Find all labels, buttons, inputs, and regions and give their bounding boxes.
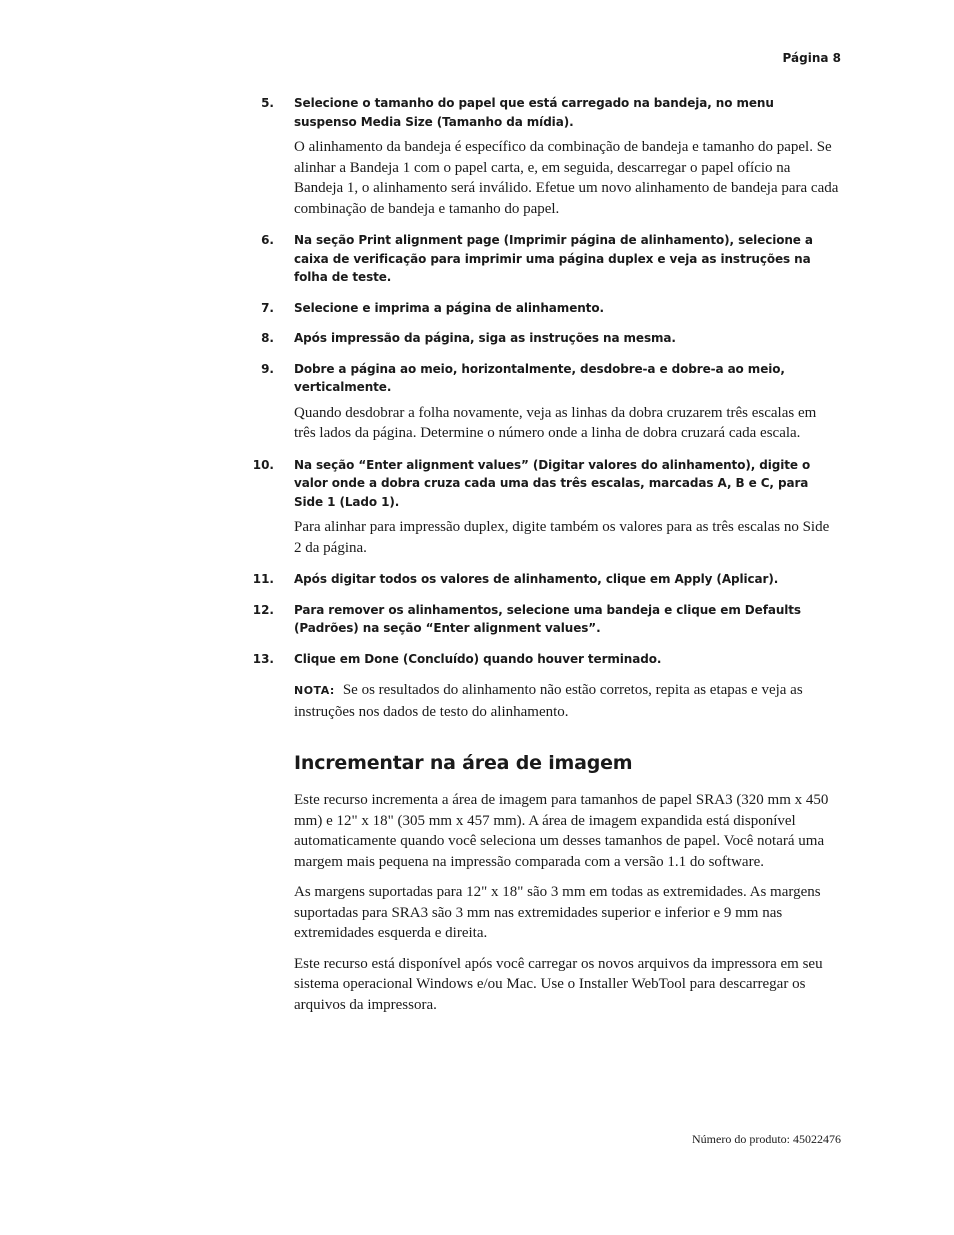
step-instruction: Dobre a página ao meio, horizontalmente, desdobre-a e dobre-a ao meio, verticalmente. [294,361,785,394]
page-content [252,94,840,1025]
step-number: 13. [252,651,274,666]
section-paragraph: Este recurso incrementa a área de imagem para tamanhos de papel SRA3 (320 mm x 450 mm) e 12" x 18" (305 mm x 457 mm). A área de imagem expandida está disponível automaticamente quando você seleciona um desses tamanhos de papel. Você notará uma margem mais pequena na impressão comparada com a versão 1.1 do software. [294,792,829,870]
step-instruction: Na seção “Enter alignment values” (Digitar valores do alinhamento), digite o valor onde a dobra cruza cada uma das três escalas, marcadas A, B e C, para Side 1 (Lado 1). [294,457,811,509]
step-5 [261,94,840,219]
step-10 [252,456,840,559]
step-explanation: Quando desdobrar a folha novamente, veja as linhas da dobra cruzarem três escalas em três lados da página. Determine o número onde a linha de dobra cruzará cada escala. [294,404,817,441]
note-block [294,680,840,722]
step-number: 6. [261,233,274,247]
note-text: Se os resultados do alinhamento não estão corretos, repita as etapas e veja as instruções nos dados de testo do alinhamento. [294,682,803,720]
step-instruction: Após impressão da página, siga as instruções na mesma. [294,331,676,345]
step-8 [261,329,840,348]
step-instruction: Após digitar todos os valores de alinhamento, clique em Apply (Aplicar). [294,572,779,586]
note-label: NOTA: [294,684,335,697]
step-number: 11. [252,572,274,586]
step-instruction: Selecione e imprima a página de alinhamento. [294,300,604,315]
step-instruction: Clique em Done (Concluído) quando houver terminado. [294,651,662,666]
section-paragraph: As margens suportadas para 12" x 18" são 3 mm em todas as extremidades. As margens suportadas para SRA3 são 3 mm nas extremidades superior e inferior e 9 mm nas extremidades esquerda e direita. [294,884,821,941]
step-13 [252,650,840,669]
step-instruction: Na seção Print alignment page (Imprimir página de alinhamento), selecione a caixa de verificação para imprimir uma página duplex e veja as instruções na folha de teste. [294,233,813,284]
step-instruction: Selecione o tamanho do papel que está carregado na bandeja, no menu suspenso Media Size (Tamanho da mídia). [294,96,774,129]
step-number: 9. [261,361,274,376]
step-6 [261,231,840,287]
product-number-footer: Número do produto: 45022476 [692,1132,841,1146]
step-instruction: Para remover os alinhamentos, selecione uma bandeja e clique em Defaults (Padrões) na seção “Enter alignment values”. [294,602,801,635]
step-12 [252,601,840,638]
step-number: 8. [261,331,274,345]
step-number: 12. [252,602,274,617]
step-7 [261,299,840,318]
step-number: 5. [261,96,274,110]
step-number: 10. [252,457,274,472]
section-paragraph: Este recurso está disponível após você carregar os novos arquivos da impressora em seu sistema operacional Windows e/ou Mac. Use o Installer WebTool para descarregar os arquivos da impressora. [294,955,823,1013]
step-11 [252,570,840,589]
step-explanation: O alinhamento da bandeja é específico da combinação de bandeja e tamanho do papel. Se alinhar a Bandeja 1 com o papel carta, e, em seguida, descarregar o papel ofício na Bandeja 1, o alinhamento será inválido. Efetue um novo alinhamento de bandeja para cada combinação de bandeja e tamanho do papel. [294,139,839,217]
step-explanation: Para alinhar para impressão duplex, digite também os valores para as três escalas no Side 2 da página. [294,519,830,556]
step-number: 7. [261,300,274,315]
page-number: Página 8 [782,51,841,65]
step-9 [261,360,840,444]
section-heading: Incrementar na área de imagem [294,752,633,774]
